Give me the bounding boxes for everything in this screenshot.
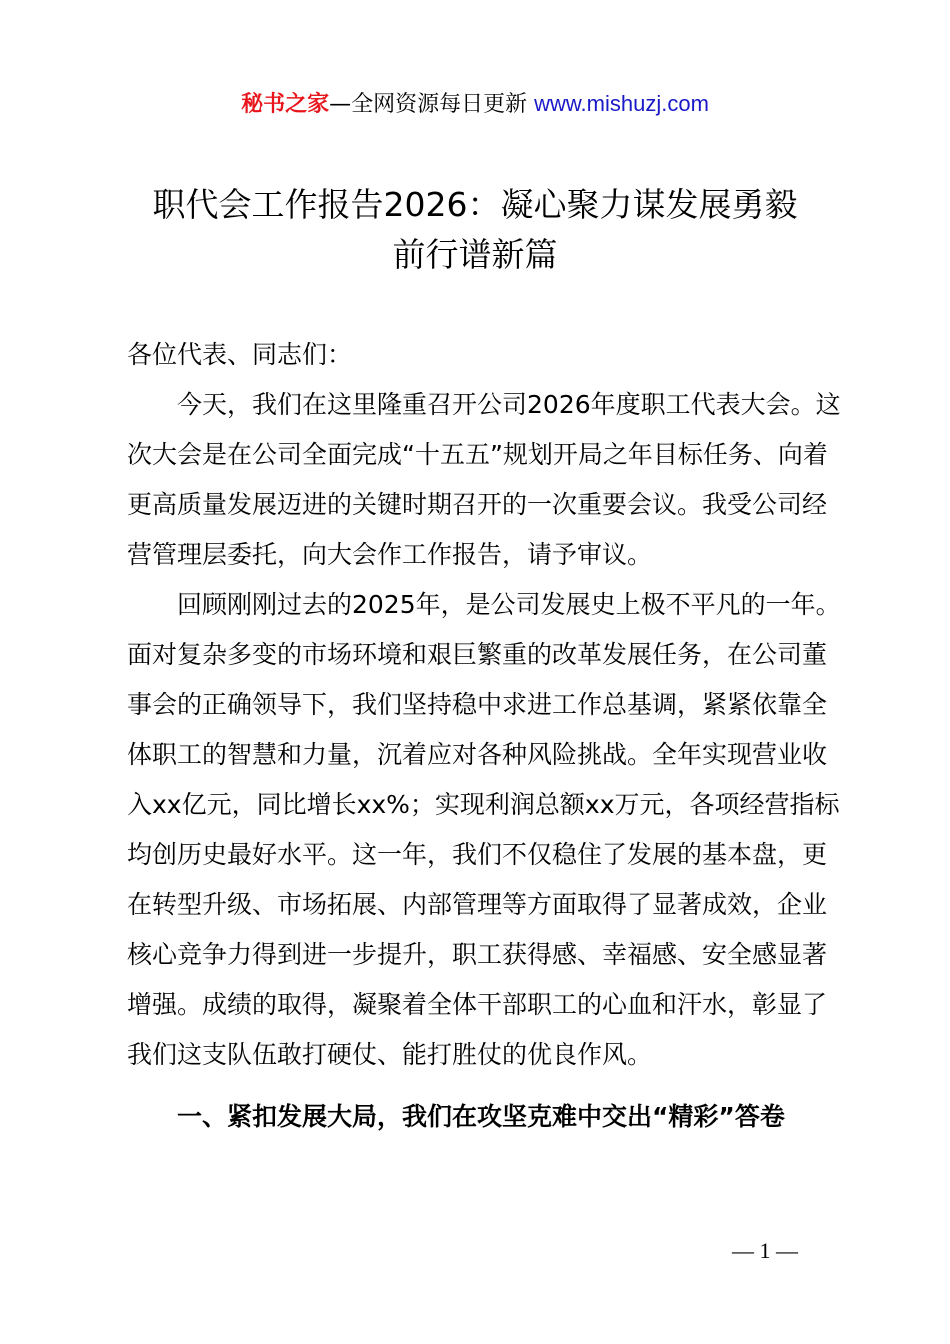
site-url-link[interactable]: www.mishuzj.com bbox=[534, 91, 709, 116]
section-heading-1: 一、紧扣发展大局，我们在攻坚克难中交出“精彩”答卷 bbox=[177, 1102, 785, 1131]
document-body bbox=[127, 330, 847, 1142]
site-tagline: —全网资源每日更新 bbox=[329, 92, 535, 117]
page-number: — 1 — bbox=[732, 1238, 798, 1263]
document-title-line-2: 前行谱新篇 bbox=[392, 235, 558, 274]
document-title-line-1: 职代会工作报告2026：凝心聚力谋发展勇毅 bbox=[152, 185, 798, 224]
site-brand: 秘书之家 bbox=[241, 92, 330, 117]
paragraph-opening: 今天，我们在这里隆重召开公司2026年度职工代表大会。这次大会是在公司全面完成“十五五”规划开局之年目标任务、向着更高质量发展迈进的关键时期召开的一次重要会议。我受公司经营管理层委托，向大会作工作报告，请予审议。 bbox=[127, 390, 841, 569]
paragraph-review: 回顾刚刚过去的2025年，是公司发展史上极不平凡的一年。面对复杂多变的市场环境和艰巨繁重的改革发展任务，在公司董事会的正确领导下，我们坚持稳中求进工作总基调，紧紧依靠全体职工的智慧和力量，沉着应对各种风险挑战。全年实现营业收入xx亿元，同比增长xx%；实现利润总额xx万元，各项经营指标均创历史最好水平。这一年，我们不仅稳住了发展的基本盘，更在转型升级、市场拓展、内部管理等方面取得了显著成效，企业核心竞争力得到进一步提升，职工获得感、幸福感、安全感显著增强。成绩的取得，凝聚着全体干部职工的心血和汗水，彰显了我们这支队伍敢打硬仗、能打胜仗的优良作风。 bbox=[127, 590, 841, 1069]
salutation: 各位代表、同志们： bbox=[127, 340, 353, 369]
site-banner bbox=[0, 88, 950, 121]
document-title bbox=[60, 180, 890, 280]
